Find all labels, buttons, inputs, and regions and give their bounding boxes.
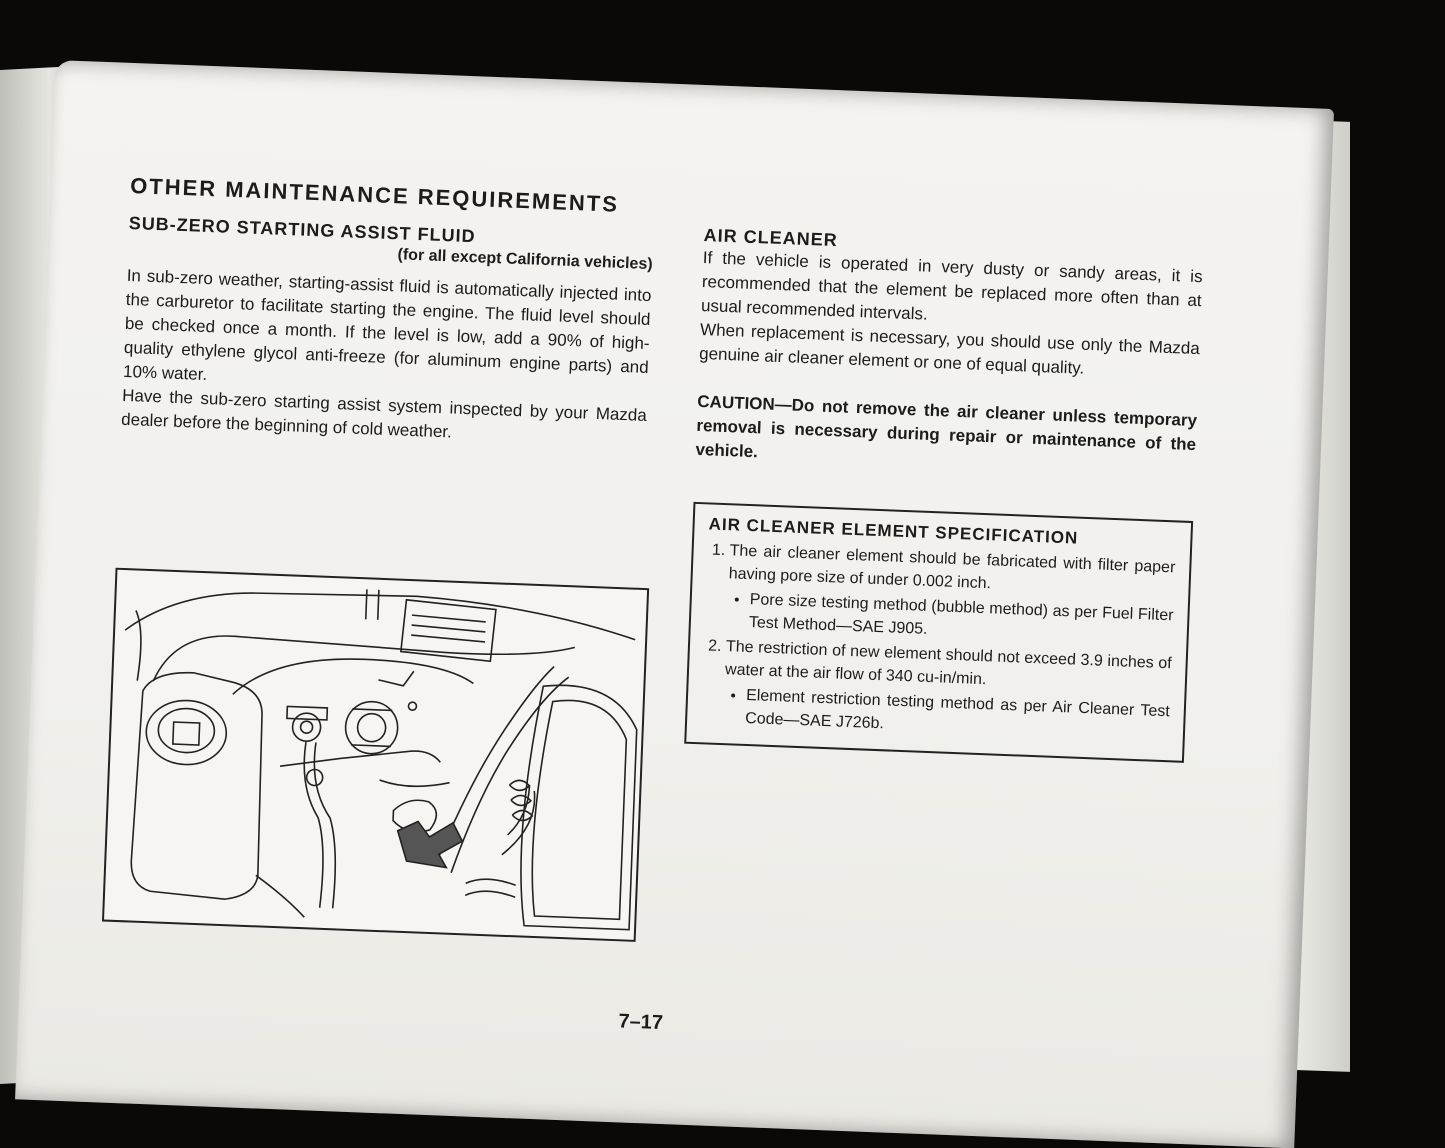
section-heading: SUB-ZERO STARTING ASSIST FLUID bbox=[128, 212, 476, 247]
right-column bbox=[684, 225, 1204, 763]
fluid-paragraph-1: In sub-zero weather, starting-assist fluid is automatically injected into the carburetor to facilitate starting the engine. The fluid level should be checked once a month. If the level is low, add a 90% of high-quality ethylene glycol anti-freeze (for aluminum engine parts) and 10% water. bbox=[122, 265, 652, 385]
spec-item bbox=[726, 539, 1175, 650]
section-subheading: (for all except California vehicles) bbox=[397, 246, 653, 274]
spec-item-text: The restriction of new element should not exceed 3.9 inches of water at the air flow of 340 cu-in/min. bbox=[724, 638, 1172, 689]
caution-text: Do not remove the air cleaner unless temporary removal is necessary during repair or maintenance of the vehicle. bbox=[695, 395, 1198, 462]
air-cleaner-heading: AIR CLEANER bbox=[703, 225, 839, 251]
page-content bbox=[97, 173, 1210, 1094]
specification-box bbox=[684, 502, 1193, 763]
manual-page bbox=[15, 60, 1334, 1148]
specification-list bbox=[701, 538, 1176, 746]
engine-bay-drawing bbox=[104, 570, 647, 940]
spec-item bbox=[723, 635, 1172, 746]
air-cleaner-paragraph-1: If the vehicle is operated in very dusty or sandy areas, it is recommended that the element be replaced more often than at usual recommended intervals. bbox=[700, 248, 1203, 324]
left-column bbox=[121, 173, 656, 452]
spec-sublist bbox=[723, 683, 1170, 746]
spec-item-text: The air cleaner element should be fabricated with filter paper having pore size of under 0.002 inch. bbox=[728, 542, 1176, 593]
engine-bay-illustration bbox=[102, 568, 649, 942]
specification-title: AIR CLEANER ELEMENT SPECIFICATION bbox=[708, 514, 1079, 548]
spec-bullet: • Pore size testing method (bubble method) as per Fuel Filter Test Method—SAE J905. bbox=[748, 588, 1173, 650]
page-title: OTHER MAINTENANCE REQUIREMENTS bbox=[129, 172, 620, 217]
caution-label: CAUTION— bbox=[697, 391, 793, 415]
air-cleaner-paragraph-2: When replacement is necessary, you should use only the Mazda genuine air cleaner element or one of equal quality. bbox=[698, 319, 1201, 378]
spec-bullet: • Element restriction testing method as per Air Cleaner Test Code—SAE J726b. bbox=[745, 684, 1170, 746]
fluid-paragraph-2: Have the sub-zero starting assist system inspected by your Mazda dealer before the beginning of cold weather. bbox=[120, 385, 648, 442]
caution-note bbox=[695, 390, 1197, 481]
page-number: 7–17 bbox=[618, 1010, 664, 1035]
